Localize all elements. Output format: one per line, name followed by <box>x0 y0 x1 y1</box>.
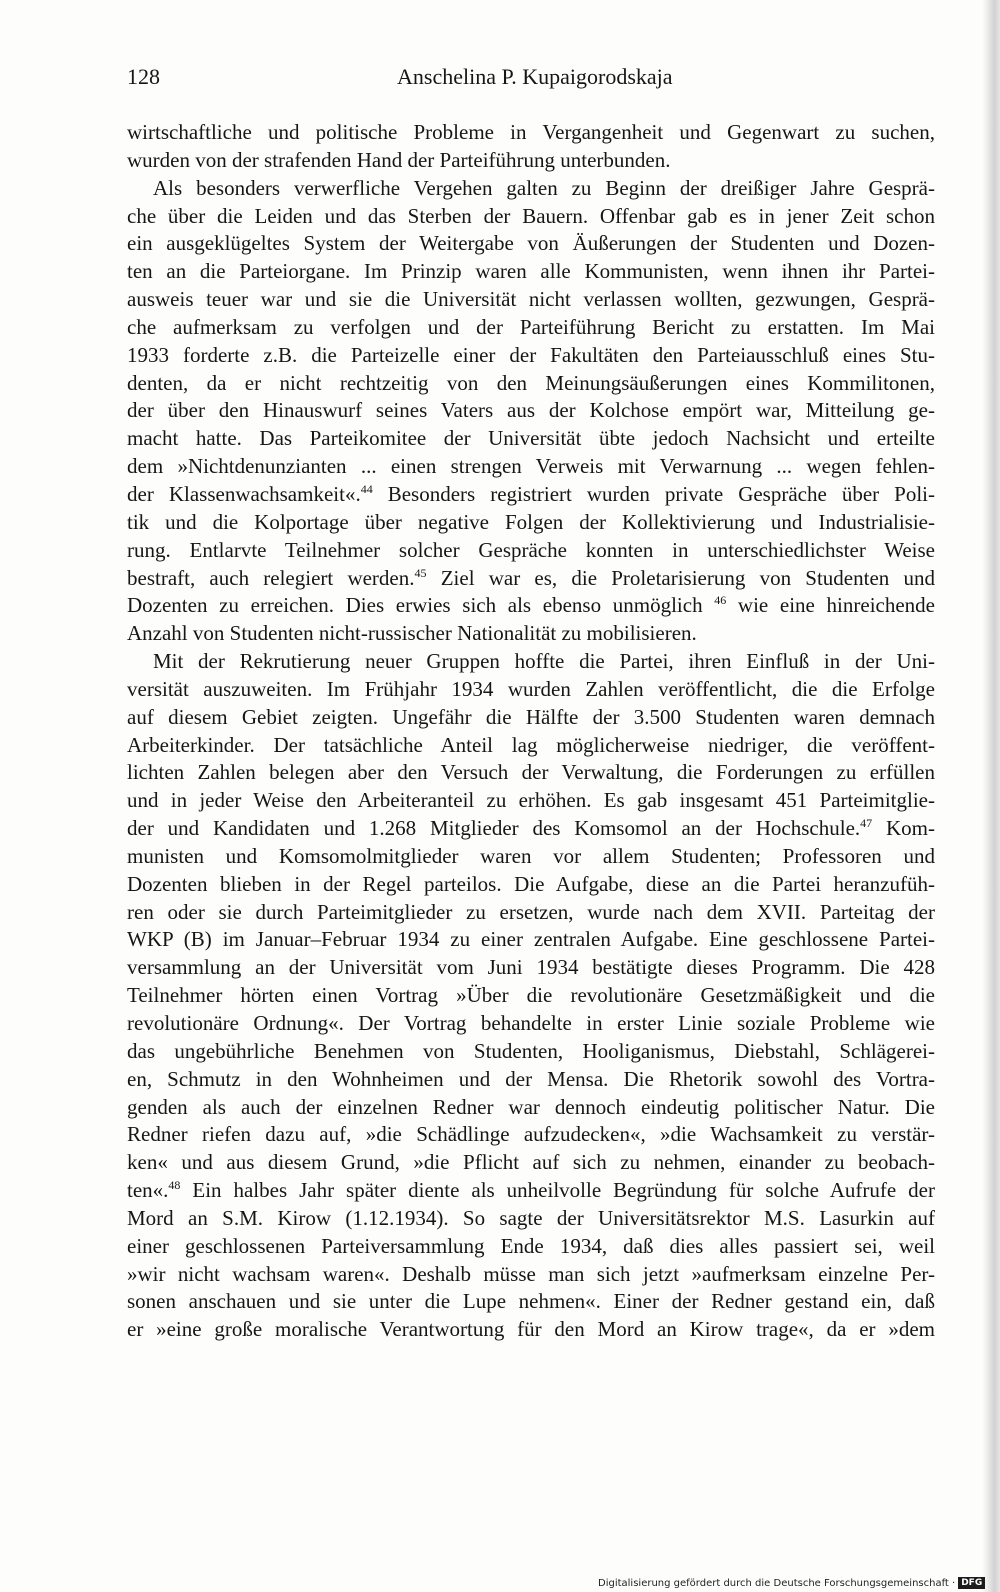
text-line: rung. Entlarvte Teilnehmer solcher Gespräche konnten in unterschiedlichster Weise <box>127 537 935 562</box>
text-line: der Klassenwachsamkeit«.$^{44}$ Besonders registriert wurden private Gespräche über Poli- <box>127 481 935 506</box>
text-line: ren oder sie durch Parteimitglieder zu ersetzen, wurde nach dem XVII. Parteitag der <box>127 899 935 924</box>
text-line: lichten Zahlen belegen aber den Versuch der Verwaltung, die Forderungen zu erfüllen <box>127 760 935 785</box>
text-line: che über die Leiden und das Sterben der Bauern. Offenbar gab es in jener Zeit schon <box>127 203 935 228</box>
digitization-credit <box>598 1577 985 1589</box>
text-line: revolutionäre Ordnung«. Der Vortrag behandelte in erster Linie soziale Probleme wie <box>127 1011 935 1035</box>
footnote-ref: 45 <box>414 565 427 580</box>
text-line: Mit der Rekrutierung neuer Gruppen hoffte die Partei, ihren Einfluß in der Uni- <box>153 649 935 674</box>
text-line: WKP (B) im Januar–Februar 1934 zu einer zentralen Aufgabe. Eine geschlossene Partei- <box>127 927 935 952</box>
text-line: und in jeder Weise den Arbeiteranteil zu erhöhen. Es gab insgesamt 451 Parteimitglie- <box>127 788 935 813</box>
footnote-ref: 47 <box>860 816 873 831</box>
text-line: munisten und Komsomolmitglieder waren vor allem Studenten; Professoren und <box>127 843 935 868</box>
text-line: ein ausgeklügeltes System der Weitergabe von Äußerungen der Studenten und Dozen- <box>127 231 935 256</box>
running-head: Anschelina P. Kupaigorodskaja <box>397 64 673 89</box>
text-line: tik und die Kolportage über negative Folgen der Kollektivierung und Industrialisie- <box>127 509 935 534</box>
text-line: genden als auch der einzelnen Redner war dennoch eindeutig politischer Natur. Die <box>127 1094 935 1119</box>
text-line: ausweis teuer war und sie die Universität nicht verlassen wollten, gezwungen, Gesprä- <box>127 287 935 312</box>
footnote-ref: 46 <box>714 593 727 608</box>
text-line: ken« und aus diesem Grund, »die Pflicht auf sich zu nehmen, einander zu beobach- <box>127 1150 935 1175</box>
digitization-credit-text: Digitalisierung gefördert durch die Deutsche Forschungsgemeinschaft · <box>598 1578 956 1589</box>
text-line: ten«.$^{48}$ Ein halbes Jahr später diente als unheilvolle Begründung für solche Aufrufe der <box>127 1178 935 1203</box>
text-line: der und Kandidaten und 1.268 Mitglieder des Komsomol an der Hochschule.$^{47}$ Kom- <box>127 816 935 841</box>
text-line: das ungebührliche Benehmen von Studenten, Hooliganismus, Diebstahl, Schlägerei- <box>127 1038 935 1063</box>
text-line: denten, da er nicht rechtzeitig von den Meinungsäußerungen eines Kommilitonen, <box>127 370 935 395</box>
footnote-ref: 44 <box>360 481 373 496</box>
body-text <box>127 119 935 1344</box>
text-line: »wir nicht wachsam waren«. Deshalb müsse man sich jetzt »aufmerksam einzelne Per- <box>127 1261 935 1286</box>
dfg-logo: DFG <box>958 1577 985 1589</box>
text-line: macht hatte. Das Parteikomitee der Universität übte jedoch Nachsicht und erteilte <box>127 426 935 451</box>
footnote-ref: 48 <box>168 1178 181 1193</box>
text-line: Mord an S.M. Kirow (1.12.1934). So sagte der Universitätsrektor M.S. Lasurkin auf <box>127 1205 935 1230</box>
text-line: sonen anschauen und sie unter die Lupe nehmen«. Einer der Redner gestand ein, daß <box>127 1289 935 1314</box>
text-line: Anzahl von Studenten nicht-russischer Nationalität zu mobilisieren. <box>127 621 697 646</box>
text-line: ten an die Parteiorgane. Im Prinzip waren alle Kommunisten, wenn ihnen ihr Partei- <box>127 259 935 284</box>
text-line: versität auszuweiten. Im Frühjahr 1934 wurden Zahlen veröffentlicht, die die Erfolge <box>127 676 935 701</box>
text-line: wurden von der strafenden Hand der Parteiführung unterbunden. <box>127 147 671 172</box>
text-line: dem »Nichtdenunzianten ... einen strengen Verweis mit Verwarnung ... wegen fehlen- <box>127 454 935 479</box>
text-line: Teilnehmer hörten einen Vortrag »Über die revolutionäre Gesetzmäßigkeit und die <box>127 983 935 1008</box>
page-header <box>127 64 935 94</box>
text-line: 1933 forderte z.B. die Parteizelle einer der Fakultäten den Parteiausschluß eines Stu- <box>127 342 935 367</box>
text-line: bestraft, auch relegiert werden.$^{45}$ Ziel war es, die Proletarisierung von Studenten und <box>127 565 935 590</box>
text-line: der über den Hinauswurf seines Vaters aus der Kolchose empört war, Mitteilung ge- <box>127 398 935 423</box>
text-line: Dozenten zu erreichen. Dies erwies sich als ebenso unmöglich $^{46}$ wie eine hinreichende <box>127 593 935 618</box>
text-line: che aufmerksam zu verfolgen und der Parteiführung Bericht zu erstatten. Im Mai <box>127 314 935 339</box>
text-line: auf diesem Gebiet zeigten. Ungefähr die Hälfte der 3.500 Studenten waren demnach <box>127 704 935 729</box>
text-line: er »eine große moralische Verantwortung für den Mord an Kirow trage«, da er »dem <box>127 1317 935 1342</box>
text-line: Dozenten blieben in der Regel parteilos. Die Aufgabe, diese an die Partei heranzufüh- <box>127 871 935 896</box>
text-line: wirtschaftliche und politische Probleme in Vergangenheit und Gegenwart zu suchen, <box>127 120 935 144</box>
text-line: en, Schmutz in den Wohnheimen und der Mensa. Die Rhetorik sowohl des Vortra- <box>127 1066 935 1091</box>
page-number: 128 <box>127 64 160 89</box>
page-edge-shadow <box>982 0 1000 1592</box>
text-line: Als besonders verwerfliche Vergehen galten zu Beginn der dreißiger Jahre Gesprä- <box>153 175 935 200</box>
text-line: versammlung an der Universität vom Juni 1934 bestätigte dieses Programm. Die 428 <box>127 955 935 980</box>
text-line: Redner riefen dazu auf, »die Schädlinge aufzudecken«, »die Wachsamkeit zu verstär- <box>127 1122 935 1147</box>
text-line: einer geschlossenen Parteiversammlung Ende 1934, daß dies alles passiert sei, weil <box>127 1233 935 1258</box>
text-line: Arbeiterkinder. Der tatsächliche Anteil lag möglicherweise niedriger, die veröffent- <box>127 732 935 757</box>
